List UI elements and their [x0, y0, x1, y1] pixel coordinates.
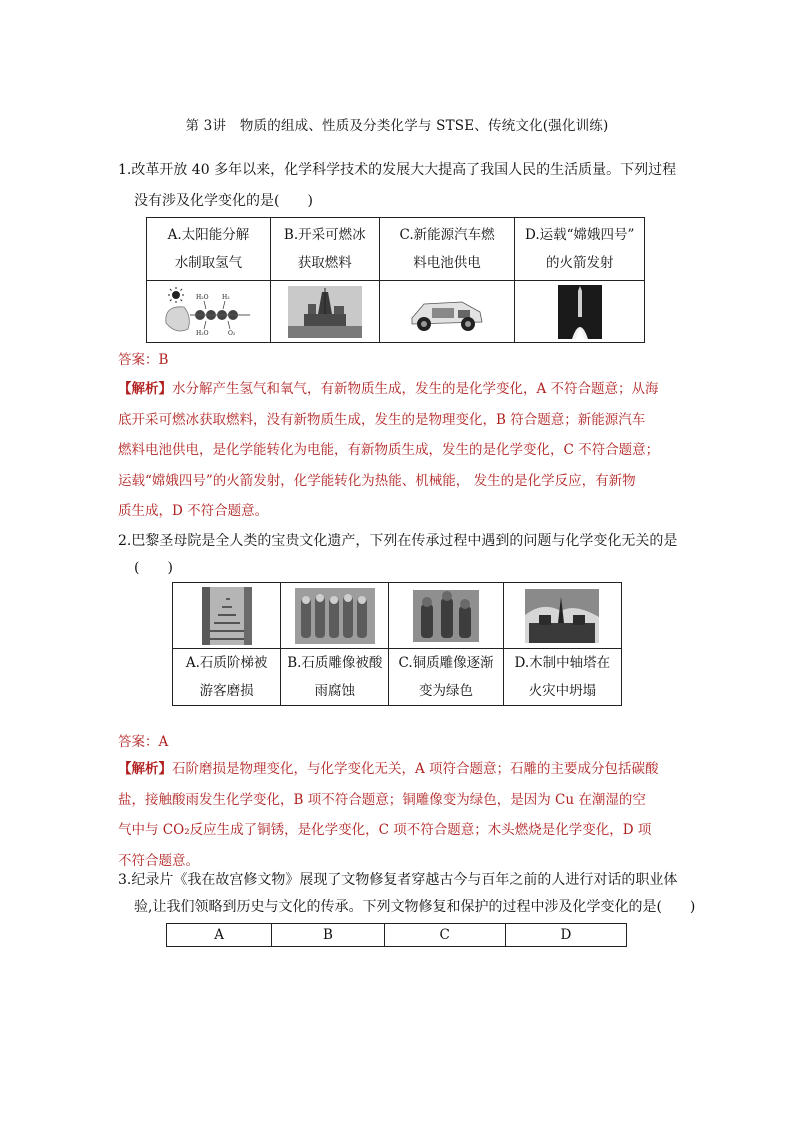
- q1-explanation-line1: 水分解产生氢气和氧气，有新物质生成，发生的是化学变化，A 不符合题意；从海: [172, 381, 659, 397]
- stone-statues-photo: [295, 588, 375, 644]
- q2-option-d-line2: 火灾中坍塌: [528, 683, 597, 699]
- q1-answer: 答案：B: [118, 352, 169, 368]
- q1-stem-line1: 1.改革开放 40 多年以来，化学科学技术的发展大大提高了我国人民的生活质量。下列过程: [118, 162, 677, 178]
- cathedral-fire-photo: [525, 589, 599, 643]
- q3-options-table: [166, 923, 627, 947]
- q3-header-a: A: [167, 924, 272, 947]
- q1-option-a-line2: 水制取氢气: [174, 255, 243, 271]
- q1-option-a-line1: A.太阳能分解: [167, 227, 250, 243]
- q1-option-b-line2: 获取燃料: [297, 255, 352, 271]
- q1-option-d-line1: D.运载“嫦娥四号”: [524, 227, 635, 243]
- q1-image-cell-c: [379, 281, 515, 343]
- page-title: 第 3讲 物质的组成、性质及分类化学与 STSE、传统文化(强化训练): [185, 118, 609, 134]
- sun-icon: [168, 287, 184, 303]
- q2-image-cell-d: [503, 583, 621, 649]
- q2-image-cell-b: [281, 583, 389, 649]
- h2o-top-label: H₂O: [196, 293, 209, 301]
- q1-option-c-line2: 料电池供电: [413, 255, 481, 271]
- fuel-cell-car-photo: [406, 290, 488, 334]
- q2-option-c: [389, 649, 503, 706]
- q1-option-d: [515, 218, 645, 281]
- rocket-launch-photo: [558, 285, 602, 339]
- q3-header-c: C: [384, 924, 505, 947]
- q1-option-d-line2: 的火箭发射: [545, 255, 614, 271]
- q2-explanation-line1: 石阶磨损是物理变化，与化学变化无关，A 项符合题意；石雕的主要成分包括碳酸: [172, 761, 659, 777]
- q2-explanation-line2: 盐，接触酸雨发生化学变化，B 项不符合题意；铜雕像变为绿色，是因为 Cu 在潮湿的空: [118, 791, 646, 808]
- q2-stem-line2: ( ): [134, 560, 173, 576]
- q2-stem-line1: 2.巴黎圣母院是全人类的宝贵文化遗产，下列在传承过程中遇到的问题与化学变化无关的是: [118, 533, 678, 549]
- q2-option-d: [503, 649, 621, 706]
- q1-explanation-line2: 底开采可燃冰获取燃料，没有新物质生成，发生的是物理变化，B 符合题意；新能源汽车: [118, 411, 646, 428]
- q2-image-cell-a: [173, 583, 281, 649]
- q2-explanation: [118, 754, 674, 876]
- o2-label: O₂: [228, 329, 236, 337]
- q1-option-b-line1: B.开采可燃冰: [283, 227, 366, 243]
- offshore-drilling-platform-photo: [288, 286, 362, 338]
- q1-explanation: [118, 374, 674, 527]
- q1-option-b: [270, 218, 379, 281]
- q3-stem-line1: 3.纪录片《我在故宫修文物》展现了文物修复者穿越古今与百年之前的人进行对话的职业体: [118, 872, 678, 888]
- q2-explanation-line3: 气中与 CO₂反应生成了铜锈，是化学变化，C 项不符合题意；木头燃烧是化学变化，D 项: [118, 822, 652, 838]
- q1-option-c: [379, 218, 515, 281]
- q2-option-c-line1: C.铜质雕像逐渐: [398, 655, 494, 671]
- q2-options-table: [172, 582, 622, 706]
- q1-stem-line2: 没有涉及化学变化的是( ): [134, 193, 313, 209]
- q1-image-cell-b: [270, 281, 379, 343]
- q2-explanation-tag: 【解析】: [118, 761, 172, 777]
- h2o-bottom-label: H₂O: [196, 329, 209, 337]
- q2-option-a-line1: A.石质阶梯被: [185, 655, 268, 671]
- q2-option-c-line2: 变为绿色: [419, 683, 474, 699]
- q1-explanation-line5: 质生成，D 不符合题意。: [118, 503, 269, 519]
- q3-header-b: B: [272, 924, 384, 947]
- q1-explanation-line3: 燃料电池供电，是化学能转化为电能，有新物质生成，发生的是化学变化，C 不符合题意；: [118, 442, 660, 458]
- leaf-icon: [166, 306, 190, 330]
- q1-options-table: [146, 217, 645, 343]
- q2-option-d-line1: D.木制中轴塔在: [514, 655, 611, 671]
- q3-stem-line2: 验,让我们领略到历史与文化的传承。下列文物修复和保护的过程中涉及化学变化的是( ): [134, 899, 696, 915]
- copper-statues-photo: [413, 590, 479, 642]
- q2-option-b-line1: B.石质雕像被酸: [287, 655, 383, 671]
- q2-explanation-line4: 不符合题意。: [118, 852, 199, 869]
- q2-answer: 答案：A: [118, 734, 169, 750]
- q1-image-cell-a: [147, 281, 271, 343]
- q1-image-cell-d: [515, 281, 645, 343]
- q2-option-a-line2: 游客磨损: [199, 683, 254, 699]
- q1-explanation-tag: 【解析】: [118, 381, 172, 397]
- q2-image-cell-c: [389, 583, 503, 649]
- q1-option-a: [147, 218, 271, 281]
- q2-option-b: [281, 649, 389, 706]
- q3-header-d: D: [505, 924, 626, 947]
- stone-stairs-photo: [202, 587, 252, 645]
- q2-option-a: [173, 649, 281, 706]
- q1-explanation-line4: 运载“嫦娥四号”的火箭发射，化学能转化为热能、机械能， 发生的是化学反应，有新物: [118, 472, 636, 489]
- solar-water-splitting-diagram: [158, 285, 258, 339]
- q2-option-b-line2: 雨腐蚀: [314, 683, 356, 699]
- q1-option-c-line1: C.新能源汽车燃: [399, 227, 495, 243]
- h2-label: H₂: [222, 293, 231, 301]
